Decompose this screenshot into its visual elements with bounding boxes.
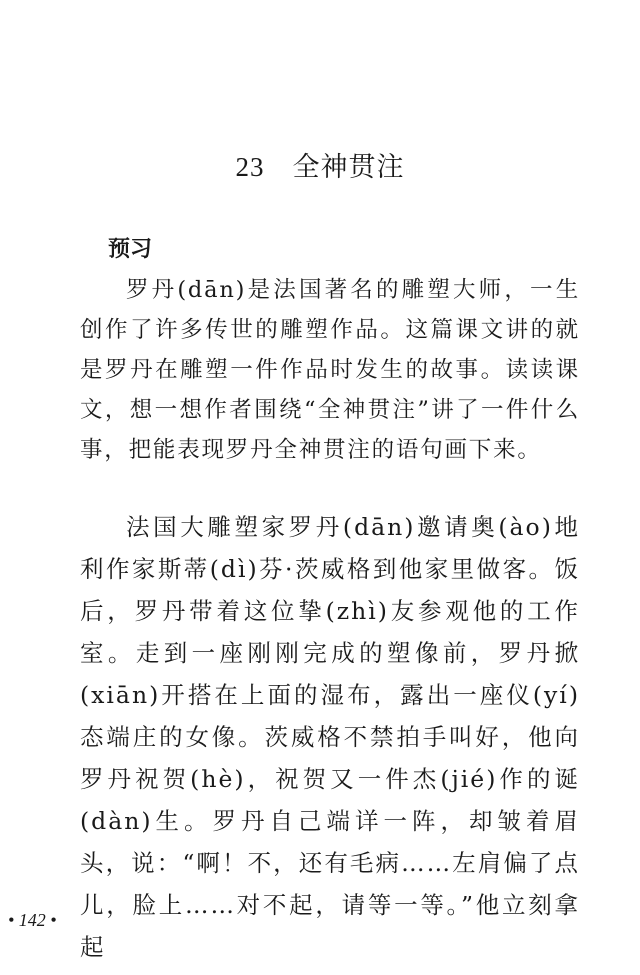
page-number: • 142 •: [8, 910, 57, 930]
lesson-title: [0, 145, 640, 184]
lesson-title-text: 全神贯注: [292, 152, 405, 183]
lesson-body: [80, 506, 580, 968]
lesson-number: 23: [235, 152, 265, 182]
preview-paragraph: 罗丹(dān)是法国著名的雕塑大师，一生创作了许多传世的雕塑作品。这篇课文讲的就是罗丹在雕塑一件作品时发生的故事。读读课文，想一想作者围绕“全神贯注”讲了一件什么事，把能表现罗丹全神贯注的语句画下来。: [80, 277, 580, 463]
preview-heading: 预习: [108, 237, 153, 262]
body-paragraph: 法国大雕塑家罗丹(dān)邀请奥(ào)地利作家斯蒂(dì)芬·茨威格到他家里做客。饭后，罗丹带着这位挚(zhì)友参观他的工作室。走到一座刚刚完成的塑像前，罗丹掀(xiān)开搭在上面的湿布，露出一座仪(yí)态端庄的女像。茨威格不禁拍手叫好，他向罗丹祝贺(hè)，祝贺又一件杰(jié)作的诞(dàn)生。罗丹自己端详一阵，却皱着眉头，说：“啊！不，还有毛病……左肩偏了点儿，脸上……对不起，请等一等。”他立刻拿起: [80, 513, 580, 961]
preview-section: [80, 270, 580, 470]
